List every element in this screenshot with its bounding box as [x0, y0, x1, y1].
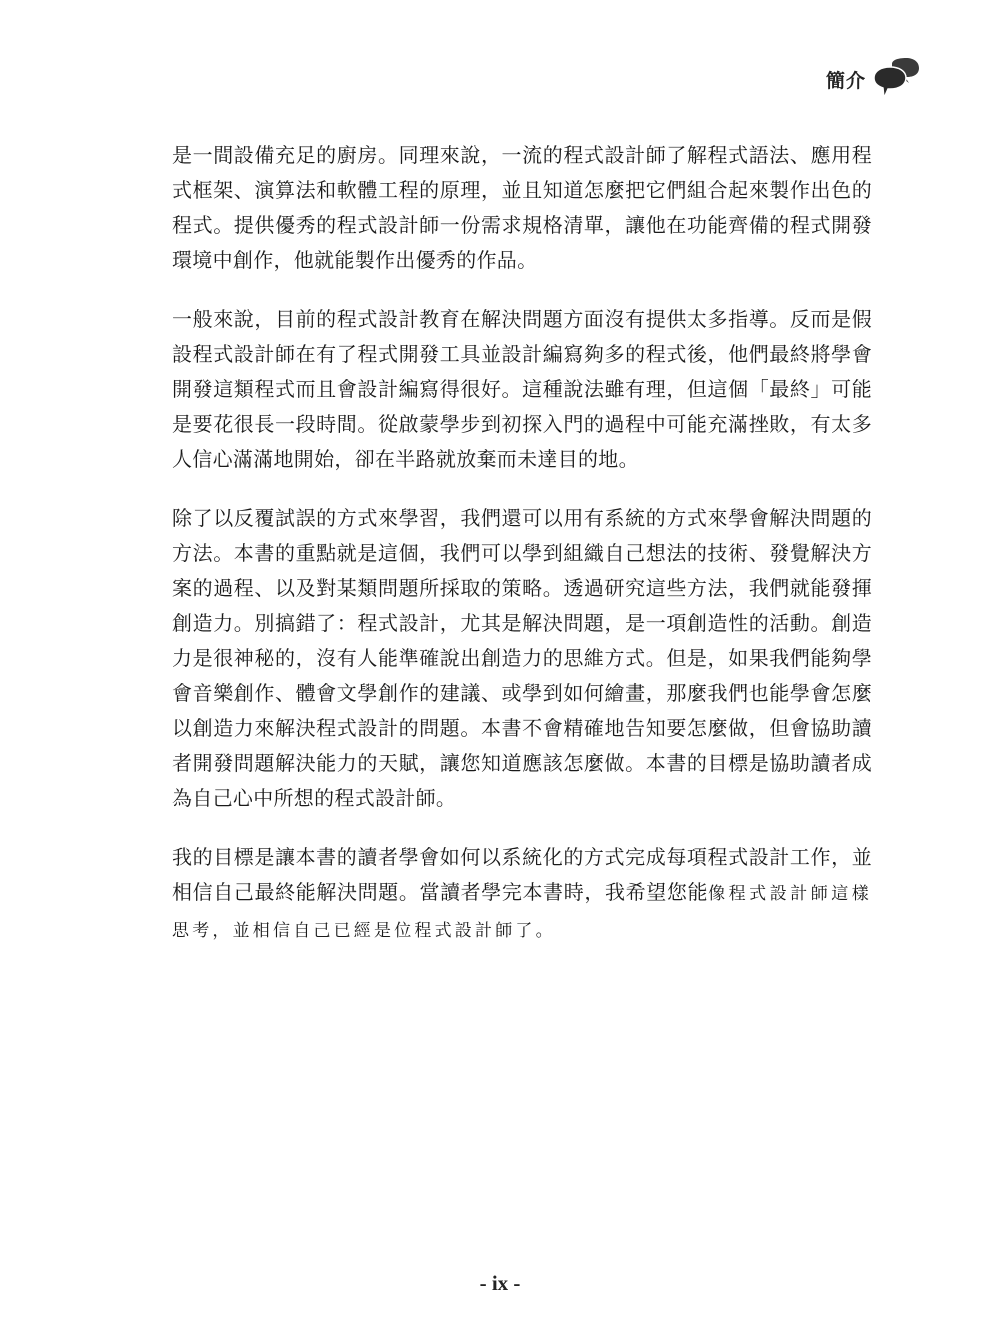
paragraph-1: 是一間設備充足的廚房。同理來說，一流的程式設計師了解程式語法、應用程式框架、演算法和軟體工程的原理，並且知道怎麼把它們組合起來製作出色的程式。提供優秀的程式設計師一份需求規格清單，讓他在功能齊備的程式開發環境中創作，他就能製作出優秀的作品。 [172, 143, 872, 272]
paragraph-4-text: 我的目標是讓本書的讀者學會如何以系統化的方式完成每項程式設計工作，並相信自己最終能解決問題。當讀者學完本書時，我希望您能 [172, 845, 872, 904]
paragraph-3: 除了以反覆試誤的方式來學習，我們還可以用有系統的方式來學會解決問題的方法。本書的重點就是這個，我們可以學到組織自己想法的技術、發覺解決方案的過程、以及對某類問題所採取的策略。透過研究這些方法，我們就能發揮創造力。別搞錯了：程式設計，尤其是解決問題，是一項創造性的活動。創造力是很神秘的，沒有人能準確說出創造力的思維方式。但是，如果我們能夠學會音樂創作、體會文學創作的建議、或學到如何繪畫，那麼我們也能學會怎麼以創造力來解決程式設計的問題。本書不會精確地告知要怎麼做，但會協助讀者開發問題解決能力的天賦，讓您知道應該怎麼做。本書的目標是協助讀者成為自己心中所想的程式設計師。 [172, 506, 872, 810]
paragraph-4 [172, 840, 872, 949]
page-number: - ix - [479, 1271, 521, 1295]
body-text [172, 138, 872, 973]
running-header [826, 58, 920, 100]
speech-bubbles-icon [872, 58, 920, 100]
section-title: 簡介 [825, 69, 866, 92]
paragraph-2: 一般來說，目前的程式設計教育在解決問題方面沒有提供太多指導。反而是假設程式設計師在有了程式開發工具並設計編寫夠多的程式後，他們最終將學會開發這類程式而且會設計編寫得很好。這種說法雖有理，但這個「最終」可能是要花很長一段時間。從啟蒙學步到初探入門的過程中可能充滿挫敗，有太多人信心滿滿地開始，卻在半路就放棄而未達目的地。 [172, 307, 872, 471]
paragraph-4-spaced-text: 像程式設計師這樣思考，並相信自己已經是位程式設計師了。 [172, 884, 872, 941]
